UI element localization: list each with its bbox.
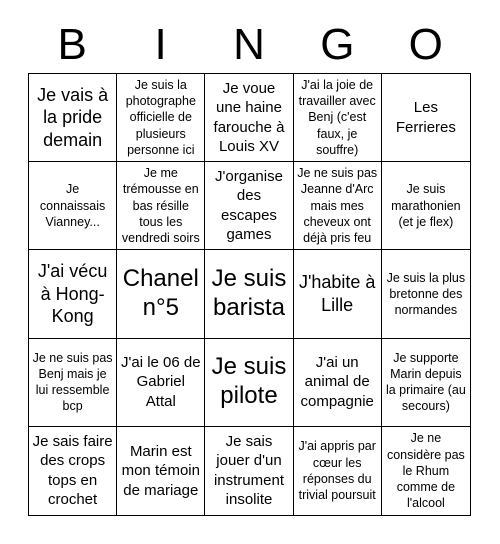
bingo-cell-r3-c1[interactable]	[29, 250, 117, 338]
cell-text: Je me trémousse en bas résille tous les vendredi soirs	[121, 166, 200, 246]
header-letter-n: N	[233, 20, 265, 69]
cell-text: Marin est mon témoin de mariage	[121, 442, 200, 499]
bingo-cell-r4-c2[interactable]	[117, 339, 205, 427]
bingo-cell-r2-c3[interactable]	[205, 162, 293, 250]
bingo-cell-r5-c2[interactable]	[117, 427, 205, 515]
bingo-cell-r1-c2[interactable]	[117, 74, 205, 162]
cell-text: Je sais faire des crops tops en crochet	[32, 432, 113, 509]
bingo-cell-r1-c3[interactable]	[205, 74, 293, 162]
bingo-cell-r3-c2[interactable]	[117, 250, 205, 338]
cell-text: J'ai le 06 de Gabriel Attal	[120, 353, 201, 410]
bingo-cell-r1-c5[interactable]	[382, 74, 470, 162]
cell-text: J'ai vécu à Hong-Kong	[37, 261, 108, 327]
cell-text: Je suis la photographe officielle de plusieurs personne ici	[125, 77, 196, 157]
cell-text: Je suis la plus bretonne des normandes	[386, 270, 466, 318]
bingo-cell-r4-c5[interactable]	[382, 339, 470, 427]
cell-text: Chanel n°5	[122, 265, 199, 321]
bingo-cell-r5-c1[interactable]	[29, 427, 117, 515]
header-letter-b: B	[57, 20, 87, 69]
bingo-cell-r3-c5[interactable]	[382, 250, 470, 338]
cell-text: Les Ferrieres	[395, 99, 456, 136]
bingo-cell-r2-c2[interactable]	[117, 162, 205, 250]
cell-text: J'ai un animal de compagnie	[300, 353, 374, 410]
header-letter-o: O	[408, 20, 443, 69]
bingo-cell-r5-c5[interactable]	[382, 427, 470, 515]
cell-text: J'habite à Lille	[298, 272, 376, 315]
bingo-cell-r2-c5[interactable]	[382, 162, 470, 250]
bingo-cell-r1-c4[interactable]	[294, 74, 382, 162]
bingo-cell-r4-c4[interactable]	[294, 339, 382, 427]
cell-text: J'organise des escapes games	[215, 167, 283, 244]
bingo-cell-r5-c3[interactable]	[205, 427, 293, 515]
cell-text: J'ai la joie de travailler avec Benj (c'est faux, je souffre)	[298, 77, 376, 157]
cell-text: Je vais à la pride demain	[37, 84, 109, 150]
bingo-grid	[28, 73, 471, 516]
bingo-cell-r2-c4[interactable]	[294, 162, 382, 250]
cell-text: Je ne suis pas Jeanne d'Arc mais mes cheveux ont déjà pris feu	[297, 166, 378, 246]
bingo-cell-r3-c3[interactable]	[205, 250, 293, 338]
bingo-header	[28, 20, 470, 70]
bingo-cell-r4-c1[interactable]	[29, 339, 117, 427]
cell-text: Je supporte Marin depuis la primaire (au secours)	[385, 350, 466, 414]
bingo-cell-r3-c4[interactable]	[294, 250, 382, 338]
cell-text: Je suis marathonien (et je flex)	[391, 182, 461, 229]
cell-text: Je sais jouer d'un instrument insolite	[213, 432, 284, 509]
cell-text: Je suis pilote	[211, 353, 287, 410]
cell-text: J'ai appris par cœur les réponses du trivial poursuit	[298, 439, 376, 503]
cell-text: Je connaissais Vianney...	[39, 182, 106, 229]
header-letter-i: I	[154, 20, 167, 69]
header-letter-g: G	[320, 20, 355, 69]
cell-text: Je voue une haine farouche à Louis XV	[213, 79, 285, 156]
bingo-cell-r2-c1[interactable]	[29, 162, 117, 250]
bingo-cell-r5-c4[interactable]	[294, 427, 382, 515]
cell-text: Je ne considère pas le Rhum comme de l'alcool	[386, 431, 465, 511]
cell-text: Je suis barista	[211, 265, 287, 321]
bingo-cell-r4-c3[interactable]	[205, 339, 293, 427]
cell-text: Je ne suis pas Benj mais je lui ressemble bcp	[32, 350, 113, 414]
bingo-cell-r1-c1[interactable]	[29, 74, 117, 162]
